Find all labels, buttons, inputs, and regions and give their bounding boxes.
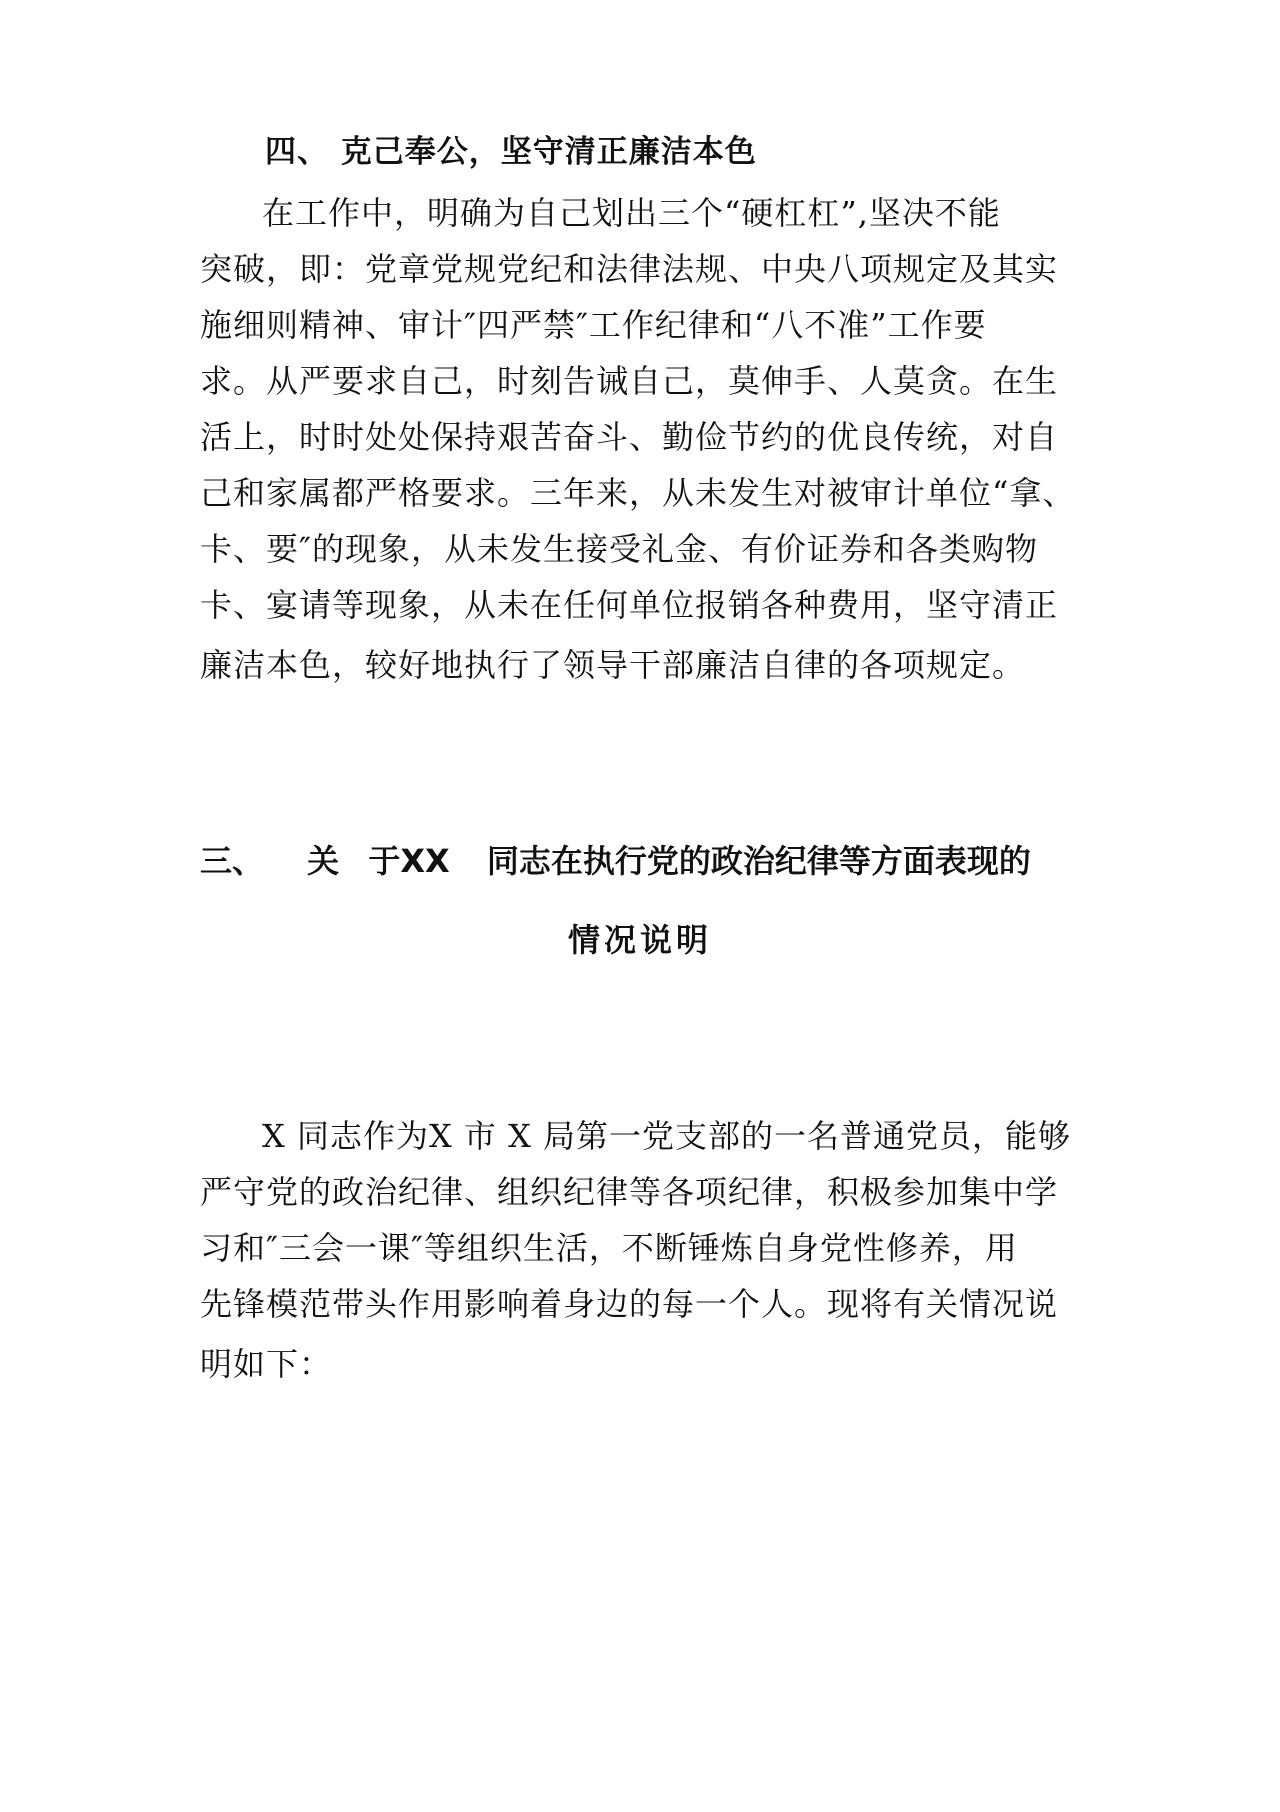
paragraph-line: 突破，即：党章党规党纪和法律法规、中央八项规定及其实 — [200, 250, 1059, 288]
paragraph-line: 求。从严要求自己，时刻告诫自己，莫伸手、人莫贪。在生 — [200, 362, 1059, 400]
section-four-heading: 四、 克己奉公，坚守清正廉洁本色 — [265, 134, 757, 170]
section-number: 三、 — [200, 842, 265, 880]
paragraph-line: 卡、要″的现象，从未发生接受礼金、有价证券和各类购物 — [200, 530, 1038, 568]
paragraph-line: 严守党的政治纪律、组织纪律等各项纪律，积极参加集中学 — [200, 1173, 1059, 1211]
paragraph-line: 先锋模范带头作用影响着身边的每一个人。现将有关情况说 — [200, 1285, 1059, 1323]
paragraph-line: 活上，时时处处保持艰苦奋斗、勤俭节约的优良传统，对自 — [200, 418, 1059, 456]
section-three-subtitle: 情况说明 — [567, 921, 712, 959]
paragraph-line: 明如下： — [200, 1345, 333, 1383]
section-three-title — [200, 841, 1031, 881]
title-part: 关 — [307, 842, 340, 880]
paragraph-line: 习和″三会一课″等组织生活，不断锤炼自身党性修养，用 — [200, 1229, 1018, 1267]
paragraph-line: 在工作中，明确为自己划出三个“硬杠杠”,坚决不能 — [262, 194, 1001, 232]
title-part: 同志在执行党的政治纪律等方面表现的 — [486, 842, 1031, 880]
paragraph-line: 廉洁本色，较好地执行了领导干部廉洁自律的各项规定。 — [200, 646, 1026, 684]
title-part: 于XX — [368, 842, 450, 880]
paragraph-line: X 同志作为X 市 X 局第一党支部的一名普通党员，能够 — [262, 1117, 1072, 1155]
paragraph-line: 施细则精神、审计″四严禁″工作纪律和“八不准”工作要 — [200, 306, 987, 344]
paragraph-line: 卡、宴请等现象，从未在任何单位报销各种费用，坚守清正 — [200, 586, 1059, 624]
paragraph-line: 己和家属都严格要求。三年来，从未发生对被审计单位“拿、 — [200, 474, 1076, 512]
